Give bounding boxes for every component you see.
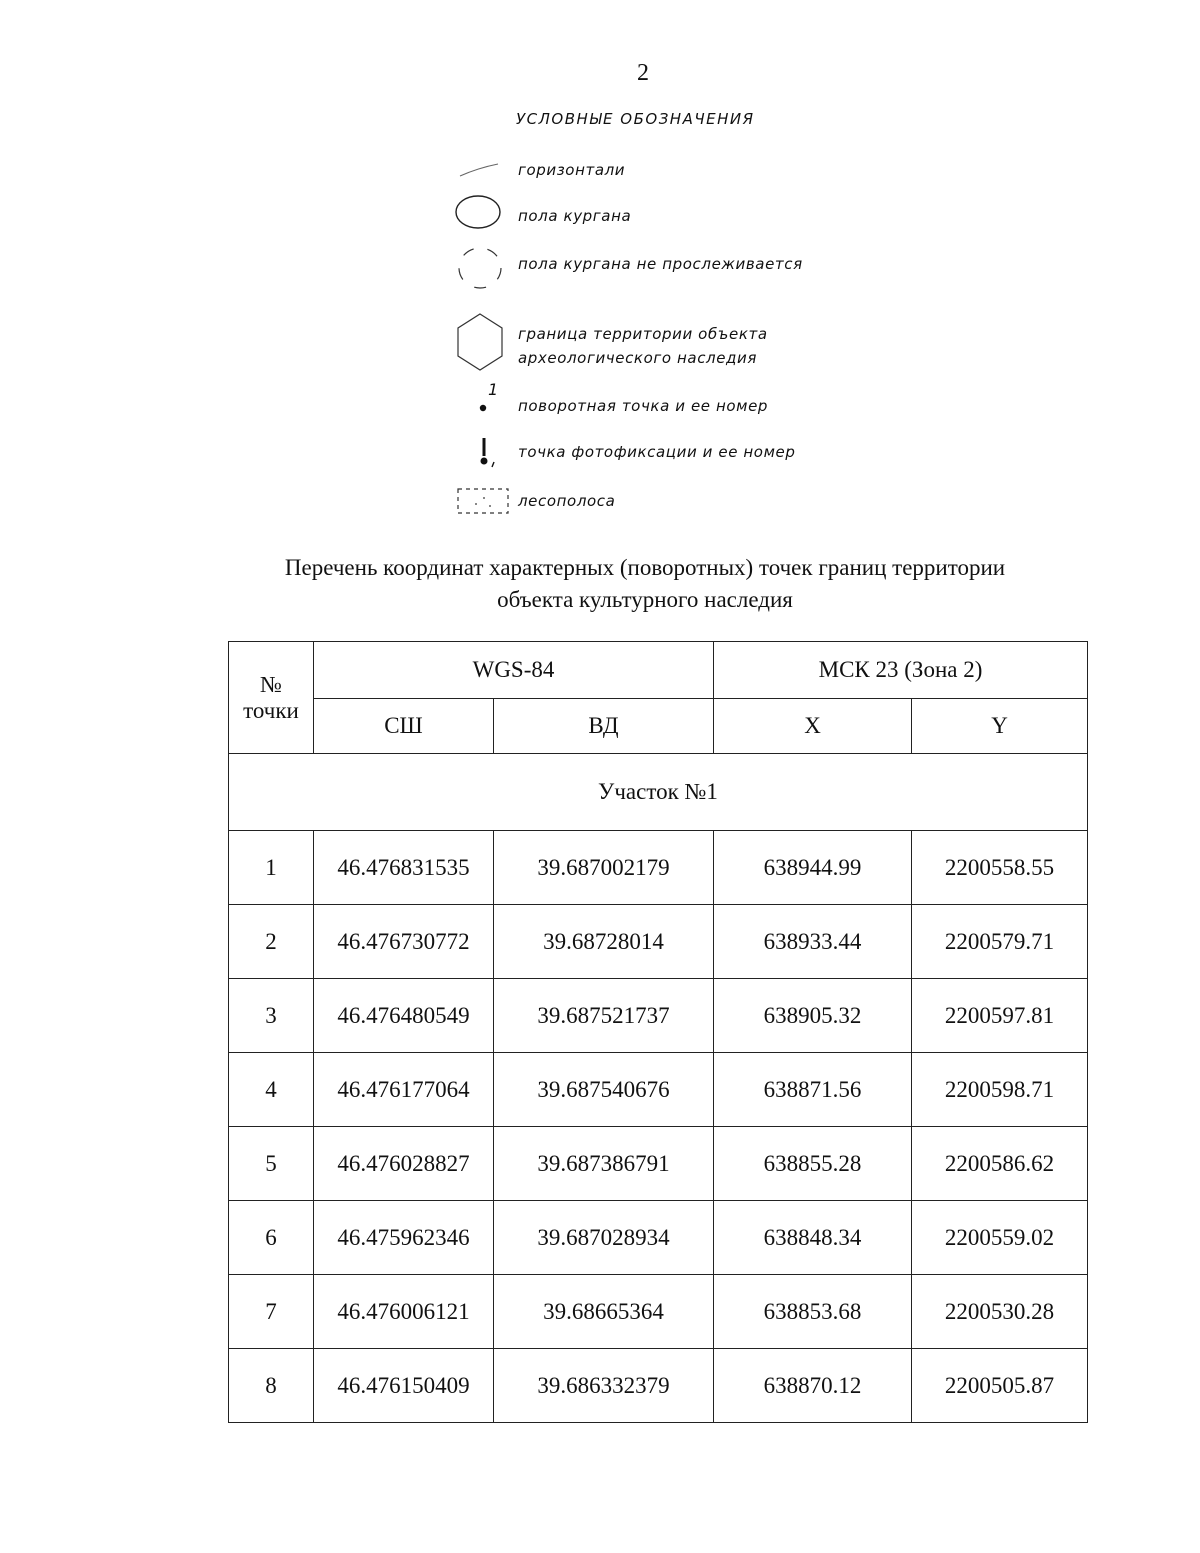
point-number-header-label: точки [243, 697, 299, 723]
section-row [229, 754, 1088, 831]
msk23-group-header: МСК 23 (Зона 2) [714, 642, 1088, 699]
legend-label-photo-point: точка фотофиксации и ее номер [518, 443, 796, 461]
legend-label-boundary-line2: археологического наследия [518, 349, 757, 367]
table-row [229, 831, 1088, 905]
section-title: Участок №1 [229, 754, 1088, 831]
latitude-header: СШ [314, 699, 494, 754]
x-coordinate-cell: 638855.28 [714, 1127, 912, 1201]
y-coordinate-cell: 2200505.87 [912, 1349, 1088, 1423]
legend-item-contours [450, 156, 870, 184]
point-number-cell: 1 [229, 831, 314, 905]
photo-point-icon [450, 434, 510, 472]
table-row [229, 905, 1088, 979]
longitude-cell: 39.687521737 [494, 979, 714, 1053]
table-row [229, 1349, 1088, 1423]
x-header: X [714, 699, 912, 754]
point-number-cell: 6 [229, 1201, 314, 1275]
page-number: 2 [637, 60, 649, 86]
latitude-cell: 46.476831535 [314, 831, 494, 905]
y-coordinate-cell: 2200586.62 [912, 1127, 1088, 1201]
legend-item-turning-point [450, 382, 870, 422]
table-row [229, 1053, 1088, 1127]
latitude-cell: 46.476730772 [314, 905, 494, 979]
x-coordinate-cell: 638944.99 [714, 831, 912, 905]
coordinates-table [228, 641, 1088, 1423]
barrow-floor-dashed-ellipse-icon [450, 244, 510, 294]
table-row [229, 1275, 1088, 1349]
y-coordinate-cell: 2200558.55 [912, 831, 1088, 905]
legend-item-barrow-floor [450, 192, 870, 236]
wgs84-group-header: WGS-84 [314, 642, 714, 699]
longitude-cell: 39.687028934 [494, 1201, 714, 1275]
legend-label-contours: горизонтали [518, 161, 626, 179]
table-header-row-1 [229, 642, 1088, 699]
turning-point-icon [450, 382, 510, 422]
table-row [229, 1201, 1088, 1275]
barrow-floor-ellipse-icon [450, 192, 510, 236]
x-coordinate-cell: 638853.68 [714, 1275, 912, 1349]
point-number-cell: 4 [229, 1053, 314, 1127]
x-coordinate-cell: 638933.44 [714, 905, 912, 979]
contour-line-icon [450, 156, 510, 184]
longitude-cell: 39.687386791 [494, 1127, 714, 1201]
document-heading [0, 552, 1200, 616]
forest-belt-icon [450, 486, 510, 518]
y-coordinate-cell: 2200597.81 [912, 979, 1088, 1053]
table-row [229, 1127, 1088, 1201]
x-coordinate-cell: 638870.12 [714, 1349, 912, 1423]
point-number-cell: 8 [229, 1349, 314, 1423]
latitude-cell: 46.475962346 [314, 1201, 494, 1275]
legend-label-turning-point: поворотная точка и ее номер [518, 397, 769, 415]
point-number-cell: 7 [229, 1275, 314, 1349]
heading-line1: Перечень координат характерных (поворотных) точек границ территории [284, 555, 1006, 580]
legend-label-forest-belt: лесополоса [518, 492, 616, 510]
table-header-row-2 [229, 699, 1088, 754]
legend-label-barrow-floor-untraceable: пола кургана не прослеживается [518, 255, 803, 273]
legend-label-boundary-line1: граница территории объекта [518, 325, 768, 343]
latitude-cell: 46.476480549 [314, 979, 494, 1053]
y-coordinate-cell: 2200559.02 [912, 1201, 1088, 1275]
legend-item-barrow-floor-untraceable [450, 244, 870, 294]
longitude-cell: 39.68665364 [494, 1275, 714, 1349]
point-number-header-symbol: № [260, 671, 282, 697]
x-coordinate-cell: 638905.32 [714, 979, 912, 1053]
heading-line2: объекта культурного наследия [497, 587, 793, 612]
y-coordinate-cell: 2200530.28 [912, 1275, 1088, 1349]
longitude-cell: 39.687002179 [494, 831, 714, 905]
point-number-cell: 5 [229, 1127, 314, 1201]
legend-label-barrow-floor: пола кургана [518, 207, 632, 225]
longitude-cell: 39.687540676 [494, 1053, 714, 1127]
legend-item-forest-belt [450, 486, 870, 518]
table-row [229, 979, 1088, 1053]
legend-title: УСЛОВНЫЕ ОБОЗНАЧЕНИЯ [516, 110, 755, 128]
latitude-cell: 46.476177064 [314, 1053, 494, 1127]
turning-point-number: 1 [488, 380, 499, 399]
y-coordinate-cell: 2200579.71 [912, 905, 1088, 979]
y-header: Y [912, 699, 1088, 754]
longitude-header: ВД [494, 699, 714, 754]
latitude-cell: 46.476028827 [314, 1127, 494, 1201]
y-coordinate-cell: 2200598.71 [912, 1053, 1088, 1127]
point-number-cell: 3 [229, 979, 314, 1053]
x-coordinate-cell: 638848.34 [714, 1201, 912, 1275]
longitude-cell: 39.68728014 [494, 905, 714, 979]
latitude-cell: 46.476150409 [314, 1349, 494, 1423]
x-coordinate-cell: 638871.56 [714, 1053, 912, 1127]
hexagon-boundary-icon [450, 308, 510, 384]
legend-item-boundary [450, 308, 870, 384]
point-number-cell: 2 [229, 905, 314, 979]
legend-item-photo-point [450, 434, 870, 472]
latitude-cell: 46.476006121 [314, 1275, 494, 1349]
longitude-cell: 39.686332379 [494, 1349, 714, 1423]
point-number-header [229, 642, 314, 754]
